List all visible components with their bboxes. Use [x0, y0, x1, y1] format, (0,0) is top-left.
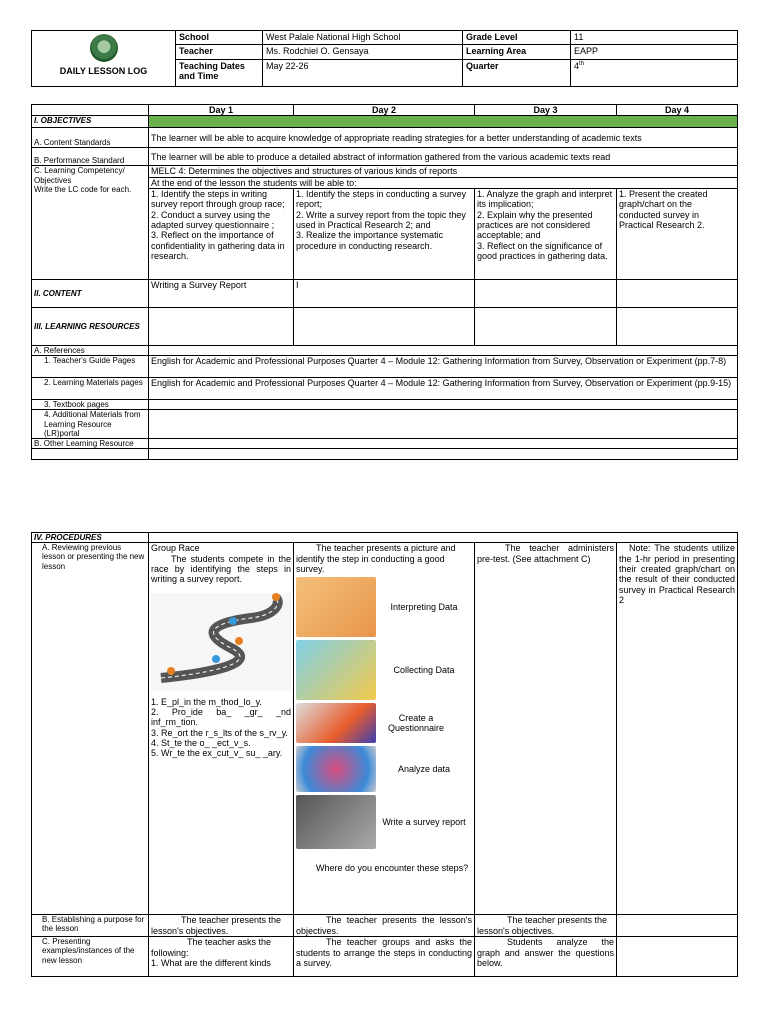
procedure-c-day2: The teacher groups and asks the students to arrange the steps in conducting a survey.	[294, 937, 475, 977]
learning-materials-value: English for Academic and Professional Purposes Quarter 4 – Module 12: Gathering Information from Survey, Observation or Experiment (pp.9-15)	[149, 378, 738, 400]
list-item: 3. Reflect on the importance of confidentiality in gathering data in research.	[151, 230, 285, 262]
quarter-label: Quarter	[463, 60, 571, 87]
log-title: DAILY LESSON LOG	[59, 66, 148, 76]
teacher-value: Ms. Rodchiel O. Gensaya	[263, 45, 463, 60]
day-4-header: Day 4	[617, 105, 738, 116]
procedure-c-day1: The teacher asks the following: 1. What are the different kinds	[149, 937, 294, 977]
list-item: 2. Explain why the presented practices are not considered acceptable; and	[477, 209, 593, 241]
grade-value: 11	[571, 31, 738, 45]
learning-materials-label: 2. Learning Materials pages	[32, 378, 149, 400]
procedure-a-day1	[149, 543, 294, 915]
day4-objectives	[617, 189, 738, 280]
procedures-table	[31, 532, 738, 977]
performance-standard-text: The learner will be able to produce a detailed abstract of information gathered from the various academic texts read	[149, 148, 738, 166]
list-item: 2. Pro_ide ba_ _gr_ _nd inf_rm_tion.	[151, 706, 291, 728]
procedure-b-label: B. Establishing a purpose for the lesson	[32, 915, 149, 937]
list-item: 2. Write a survey report from the topic they used in Practical Research 2; and	[296, 209, 466, 231]
list-item: 1. What are the different kinds	[151, 957, 271, 968]
competency-label: C. Learning Competency/ Objectives Write the LC code for each.	[32, 166, 149, 280]
procedure-b-day1: The teacher presents the lesson's objectives.	[149, 915, 294, 937]
objectives-bar	[149, 116, 738, 128]
references-label: A. References	[32, 346, 149, 356]
list-item: 3. Realize the importance systematic procedure in conducting research.	[296, 230, 444, 251]
step-caption: Create a Questionnaire	[387, 712, 445, 734]
list-item: 3. Reflect on the significance of good practices in gathering data.	[477, 240, 608, 262]
laptop-icon	[296, 795, 376, 849]
teacher-chart-icon	[296, 577, 376, 637]
procedure-b-day3: The teacher presents the lesson's objectives.	[475, 915, 617, 937]
dates-value: May 22-26	[263, 60, 463, 87]
header-table	[31, 30, 738, 87]
list-item: 4. St_te the o_ _ect_v_s.	[151, 737, 251, 748]
road-map-icon	[151, 593, 291, 691]
group-race-title: Group Race	[151, 543, 200, 554]
data-collection-icon	[296, 640, 376, 700]
list-item: 3. Re_ort the r_s_lts of the s_rv_y.	[151, 727, 288, 738]
textbook-label: 3. Textbook pages	[32, 400, 149, 410]
resources-heading: III. LEARNING RESOURCES	[32, 308, 149, 346]
analysis-icon	[296, 746, 376, 792]
performance-standard-label: B. Performance Standard	[32, 148, 149, 166]
list-item: 1. Present the created graph/chart on the conducted survey in Practical Research 2.	[619, 189, 708, 231]
day2-objectives	[294, 189, 475, 280]
list-item: 1. Identify the steps in conducting a survey report;	[296, 189, 467, 210]
procedures-heading: IV. PROCEDURES	[32, 533, 149, 543]
other-resource-label: B. Other Learning Resource	[32, 438, 149, 448]
teachers-guide-value: English for Academic and Professional Purposes Quarter 4 – Module 12: Gathering Information from Survey, Observation or Experiment (pp.7-8)	[149, 356, 738, 378]
procedure-a-day2	[294, 543, 475, 915]
melc-text: MELC 4: Determines the objectives and structures of various kinds of reports	[149, 166, 738, 177]
area-value: EAPP	[571, 45, 738, 60]
step-caption: Collecting Data	[393, 665, 455, 676]
header-logo-cell	[32, 31, 176, 87]
list-item: 1. Identify the steps in writing survey report through group race;	[151, 189, 285, 210]
step-caption: Interpreting Data	[390, 602, 458, 613]
dates-label: Teaching Dates and Time	[176, 60, 263, 87]
procedure-b-day2: The teacher presents the lesson's objectives.	[294, 915, 475, 937]
list-item: 2. Conduct a survey using the adapted survey questionnaire ;	[151, 209, 275, 231]
objectives-table	[31, 104, 738, 460]
procedure-a-label: A. Reviewing previous lesson or presenting the new lesson	[32, 543, 149, 915]
grade-label: Grade Level	[463, 31, 571, 45]
day-3-header: Day 3	[475, 105, 617, 116]
content-day2: I	[294, 280, 475, 308]
school-value: West Palale National High School	[263, 31, 463, 45]
content-heading: II. CONTENT	[32, 280, 149, 308]
end-of-lesson-text: At the end of the lesson the students will be able to:	[149, 177, 738, 188]
list-item: 1. E_pl_in the m_thod_lo_y.	[151, 696, 262, 707]
content-day1: Writing a Survey Report	[149, 280, 294, 308]
step-caption: Write a survey report	[382, 817, 466, 828]
quarter-value: 4th	[571, 60, 738, 87]
day1-objectives	[149, 189, 294, 280]
picture-task-text: The teacher presents a picture and identify the step in conducting a good survey.	[296, 543, 456, 574]
procedure-c-day3: Students analyze the graph and answer the questions below.	[475, 937, 617, 977]
teachers-guide-label: 1. Teacher's Guide Pages	[32, 356, 149, 378]
content-standards-text: The learner will be able to acquire knowledge of appropriate reading strategies for a better understanding of academic texts	[149, 128, 738, 148]
step-caption: Analyze data	[397, 764, 451, 775]
procedure-a-day4: Note: The students utilize the 1-hr period in presenting their created graph/chart on the result of their conducted survey in Practical Research 2	[617, 543, 738, 915]
school-label: School	[176, 31, 263, 45]
day-2-header: Day 2	[294, 105, 475, 116]
procedure-c-label: C. Presenting examples/instances of the new lesson	[32, 937, 149, 977]
day3-objectives	[475, 189, 617, 280]
teacher-label: Teacher	[176, 45, 263, 60]
content-standards-label: A. Content Standards	[32, 128, 149, 148]
procedure-a-day3: The teacher administers pre-test. (See attachment C)	[475, 543, 617, 915]
school-seal-icon	[90, 34, 118, 62]
day-1-header: Day 1	[149, 105, 294, 116]
list-item: 5. Wr_te the ex_cut_v_ su_ _ary.	[151, 748, 283, 759]
objectives-heading: I. OBJECTIVES	[32, 116, 149, 128]
questionnaire-icon	[296, 703, 376, 743]
additional-materials-label: 4. Additional Materials from Learning Resource (LR)portal	[32, 410, 149, 439]
steps-question: Where do you encounter these steps?	[316, 863, 469, 874]
group-race-text: The students compete in the race by identifying the steps in writing a survey report.	[151, 553, 291, 585]
area-label: Learning Area	[463, 45, 571, 60]
list-item: 1. Analyze the graph and interpret its implication;	[477, 189, 613, 210]
